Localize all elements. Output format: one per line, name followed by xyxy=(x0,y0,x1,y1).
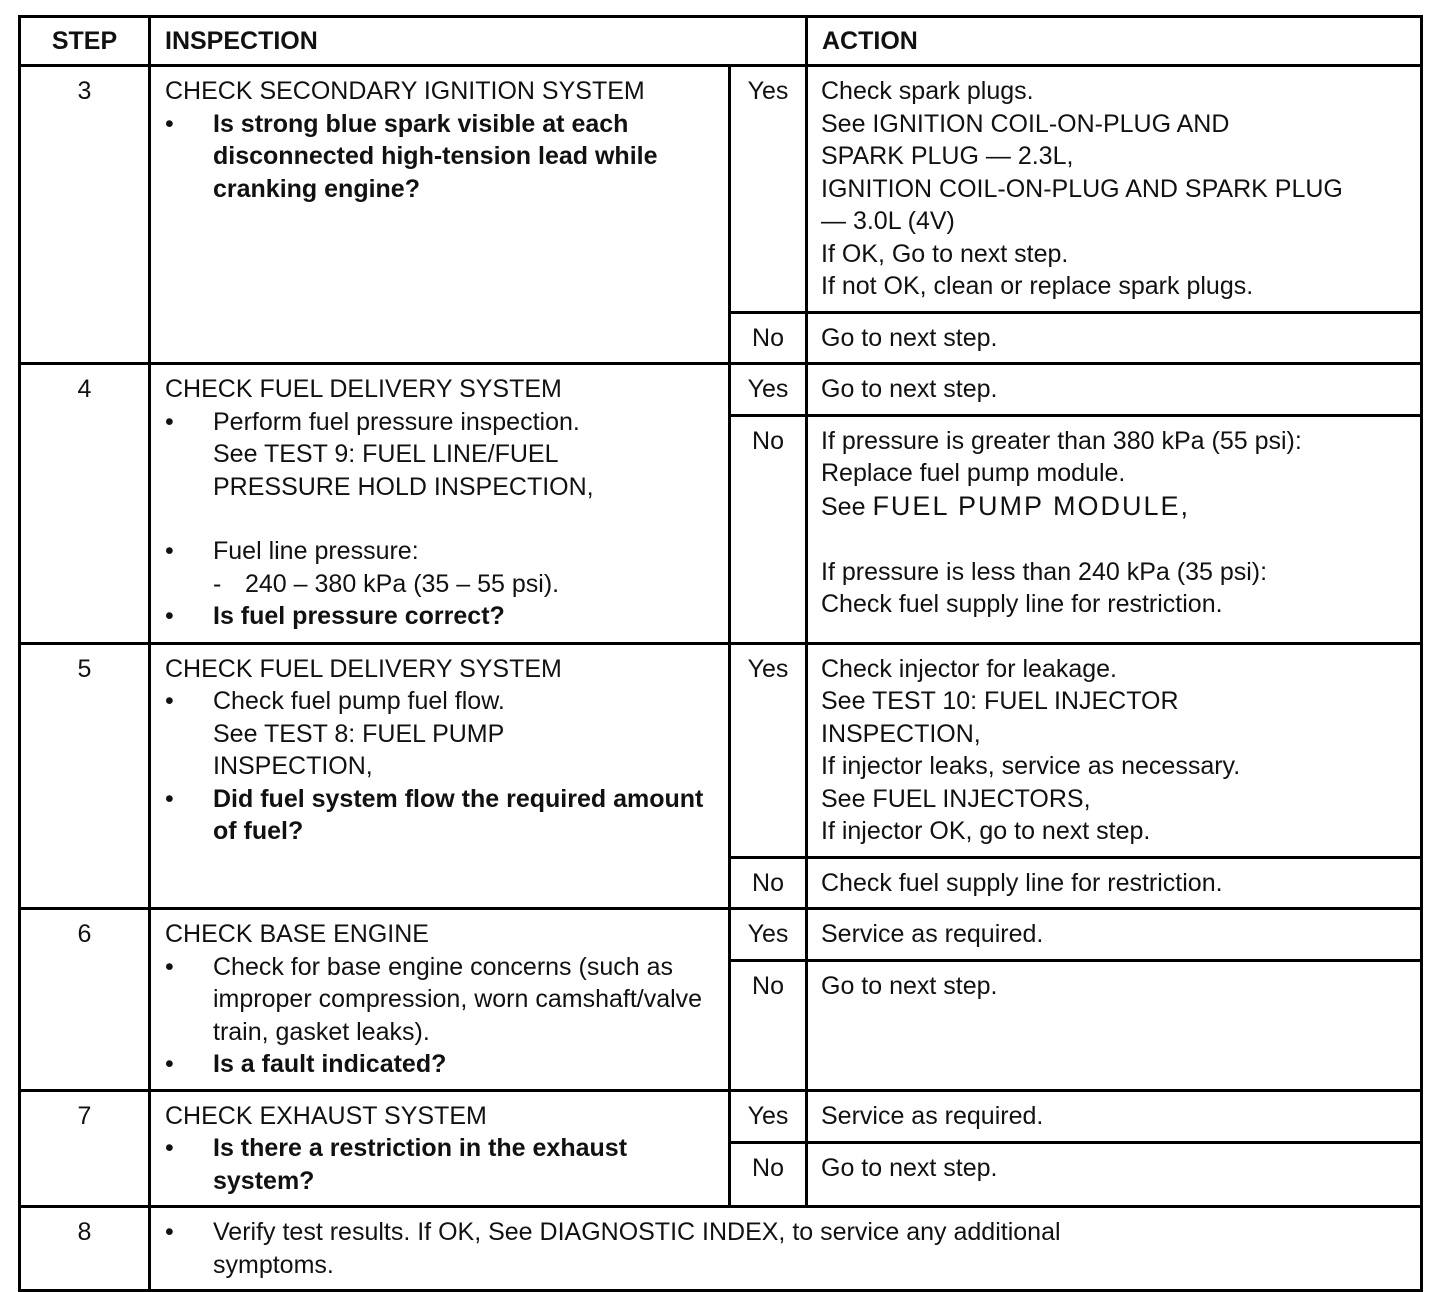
question-bullet xyxy=(165,783,718,848)
step-5-row xyxy=(20,643,1422,857)
no-action: Go to next step. xyxy=(807,312,1422,364)
bullet: • xyxy=(165,1050,174,1078)
bullet: • xyxy=(165,407,174,436)
step-number: 5 xyxy=(20,643,150,909)
step-number: 6 xyxy=(20,909,150,1091)
spec-label: Fuel line pressure: xyxy=(213,537,419,565)
procedure-bullet xyxy=(165,406,718,439)
bullet: • xyxy=(165,1134,174,1162)
yes-action xyxy=(807,643,1422,857)
procedure-text: Check fuel pump fuel flow. xyxy=(213,687,505,715)
reference-line: See TEST 9: FUEL LINE/FUEL xyxy=(213,440,559,468)
question-bullet xyxy=(165,108,718,206)
spec-value: 240 – 380 kPa (35 – 55 psi). xyxy=(245,569,560,598)
action-line: IGNITION COIL-ON-PLUG AND SPARK PLUG xyxy=(821,174,1343,203)
question-bullet xyxy=(165,1048,718,1081)
question-text: Is there a restriction in the exhaust system? xyxy=(213,1134,628,1195)
bullet: • xyxy=(165,602,174,630)
step-4-row xyxy=(20,364,1422,416)
action-header: ACTION xyxy=(807,17,1422,66)
bullet: • xyxy=(165,109,174,138)
action-line: If not OK, clean or replace spark plugs. xyxy=(821,272,1254,300)
procedure-bullet xyxy=(165,951,718,1049)
action-line: INSPECTION, xyxy=(821,719,981,748)
question-text: Is a fault indicated? xyxy=(213,1050,447,1078)
no-label: No xyxy=(730,415,807,643)
yes-action xyxy=(807,66,1422,313)
action-line xyxy=(821,490,1410,524)
no-label: No xyxy=(730,857,807,909)
no-label: No xyxy=(730,961,807,1090)
bullet: • xyxy=(165,784,174,813)
procedure-bullet xyxy=(165,685,718,718)
see-label: See xyxy=(821,492,866,521)
question-text: Is strong blue spark visible at each disconnected high-tension lead while cranking engine? xyxy=(213,109,658,203)
inspection-cell xyxy=(150,909,730,1091)
inspection-cell xyxy=(150,66,730,364)
inspection-cell xyxy=(150,1090,730,1207)
bullet: • xyxy=(165,952,174,981)
action-line: See FUEL INJECTORS, xyxy=(821,784,1091,813)
bullet: • xyxy=(165,537,174,565)
no-action: Check fuel supply line for restriction. xyxy=(807,857,1422,909)
no-action xyxy=(807,415,1422,643)
no-action: Go to next step. xyxy=(807,1143,1422,1207)
reference-line: INSPECTION, xyxy=(213,752,373,780)
question-text: Is fuel pressure correct? xyxy=(213,602,505,630)
action-line: If injector leaks, service as necessary. xyxy=(821,752,1241,780)
reference-line: PRESSURE HOLD INSPECTION, xyxy=(213,472,594,501)
step-header: STEP xyxy=(20,17,150,66)
step-number: 3 xyxy=(20,66,150,364)
procedure-text: Perform fuel pressure inspection. xyxy=(213,407,580,436)
step-6-row xyxy=(20,909,1422,961)
final-note-bullet xyxy=(165,1216,1410,1281)
no-label: No xyxy=(730,1143,807,1207)
inspection-header: INSPECTION xyxy=(150,17,807,66)
yes-label: Yes xyxy=(730,643,807,857)
question-text: Did fuel system flow the required amount of fuel? xyxy=(213,784,704,845)
action-line: See IGNITION COIL-ON-PLUG AND xyxy=(821,109,1230,138)
procedure-text: Check for base engine concerns (such as improper compression, worn camshaft/valve train, gasket leaks). xyxy=(213,952,703,1046)
action-line: Check injector for leakage. xyxy=(821,654,1117,683)
final-note-cell xyxy=(150,1207,1422,1291)
no-label: No xyxy=(730,312,807,364)
reference-line: See TEST 8: FUEL PUMP xyxy=(213,719,505,748)
yes-action: Service as required. xyxy=(807,909,1422,961)
yes-action: Go to next step. xyxy=(807,364,1422,416)
spec-bullet xyxy=(165,535,718,568)
yes-label: Yes xyxy=(730,364,807,416)
spec-value-line xyxy=(165,568,718,601)
action-line: SPARK PLUG — 2.3L, xyxy=(821,142,1074,170)
yes-label: Yes xyxy=(730,66,807,313)
step-number: 7 xyxy=(20,1090,150,1207)
inspection-cell xyxy=(150,643,730,909)
final-note-text: Verify test results. If OK, See DIAGNOSTIC INDEX, to service any additional symptoms. xyxy=(213,1218,1061,1279)
step-number: 4 xyxy=(20,364,150,644)
action-line: If pressure is less than 240 kPa (35 psi): xyxy=(821,557,1268,586)
yes-label: Yes xyxy=(730,1090,807,1143)
action-line: If pressure is greater than 380 kPa (55 psi): xyxy=(821,426,1302,455)
action-line: Check fuel supply line for restriction. xyxy=(821,590,1223,618)
bullet: • xyxy=(165,687,174,715)
inspection-title: CHECK SECONDARY IGNITION SYSTEM xyxy=(165,77,645,105)
inspection-title: CHECK FUEL DELIVERY SYSTEM xyxy=(165,375,562,403)
action-line: Replace fuel pump module. xyxy=(821,459,1126,487)
no-action: Go to next step. xyxy=(807,961,1422,1090)
yes-label: Yes xyxy=(730,909,807,961)
dash-mark: - xyxy=(213,569,222,598)
question-bullet xyxy=(165,1132,718,1197)
step-8-row xyxy=(20,1207,1422,1291)
diagnostic-table xyxy=(18,15,1423,1292)
bullet: • xyxy=(165,1218,174,1246)
reference-title: FUEL PUMP MODULE, xyxy=(872,490,1190,521)
step-3-row xyxy=(20,66,1422,313)
question-bullet xyxy=(165,600,718,633)
step-number: 8 xyxy=(20,1207,150,1291)
action-line: If OK, Go to next step. xyxy=(821,239,1069,268)
action-line: If injector OK, go to next step. xyxy=(821,817,1151,845)
inspection-title: CHECK FUEL DELIVERY SYSTEM xyxy=(165,654,562,683)
action-line: See TEST 10: FUEL INJECTOR xyxy=(821,687,1179,715)
step-7-row xyxy=(20,1090,1422,1143)
yes-action: Service as required. xyxy=(807,1090,1422,1143)
inspection-title: CHECK EXHAUST SYSTEM xyxy=(165,1101,487,1130)
action-line: — 3.0L (4V) xyxy=(821,207,955,235)
header-row xyxy=(20,17,1422,66)
inspection-title: CHECK BASE ENGINE xyxy=(165,920,429,948)
inspection-cell xyxy=(150,364,730,644)
action-line: Check spark plugs. xyxy=(821,77,1034,105)
